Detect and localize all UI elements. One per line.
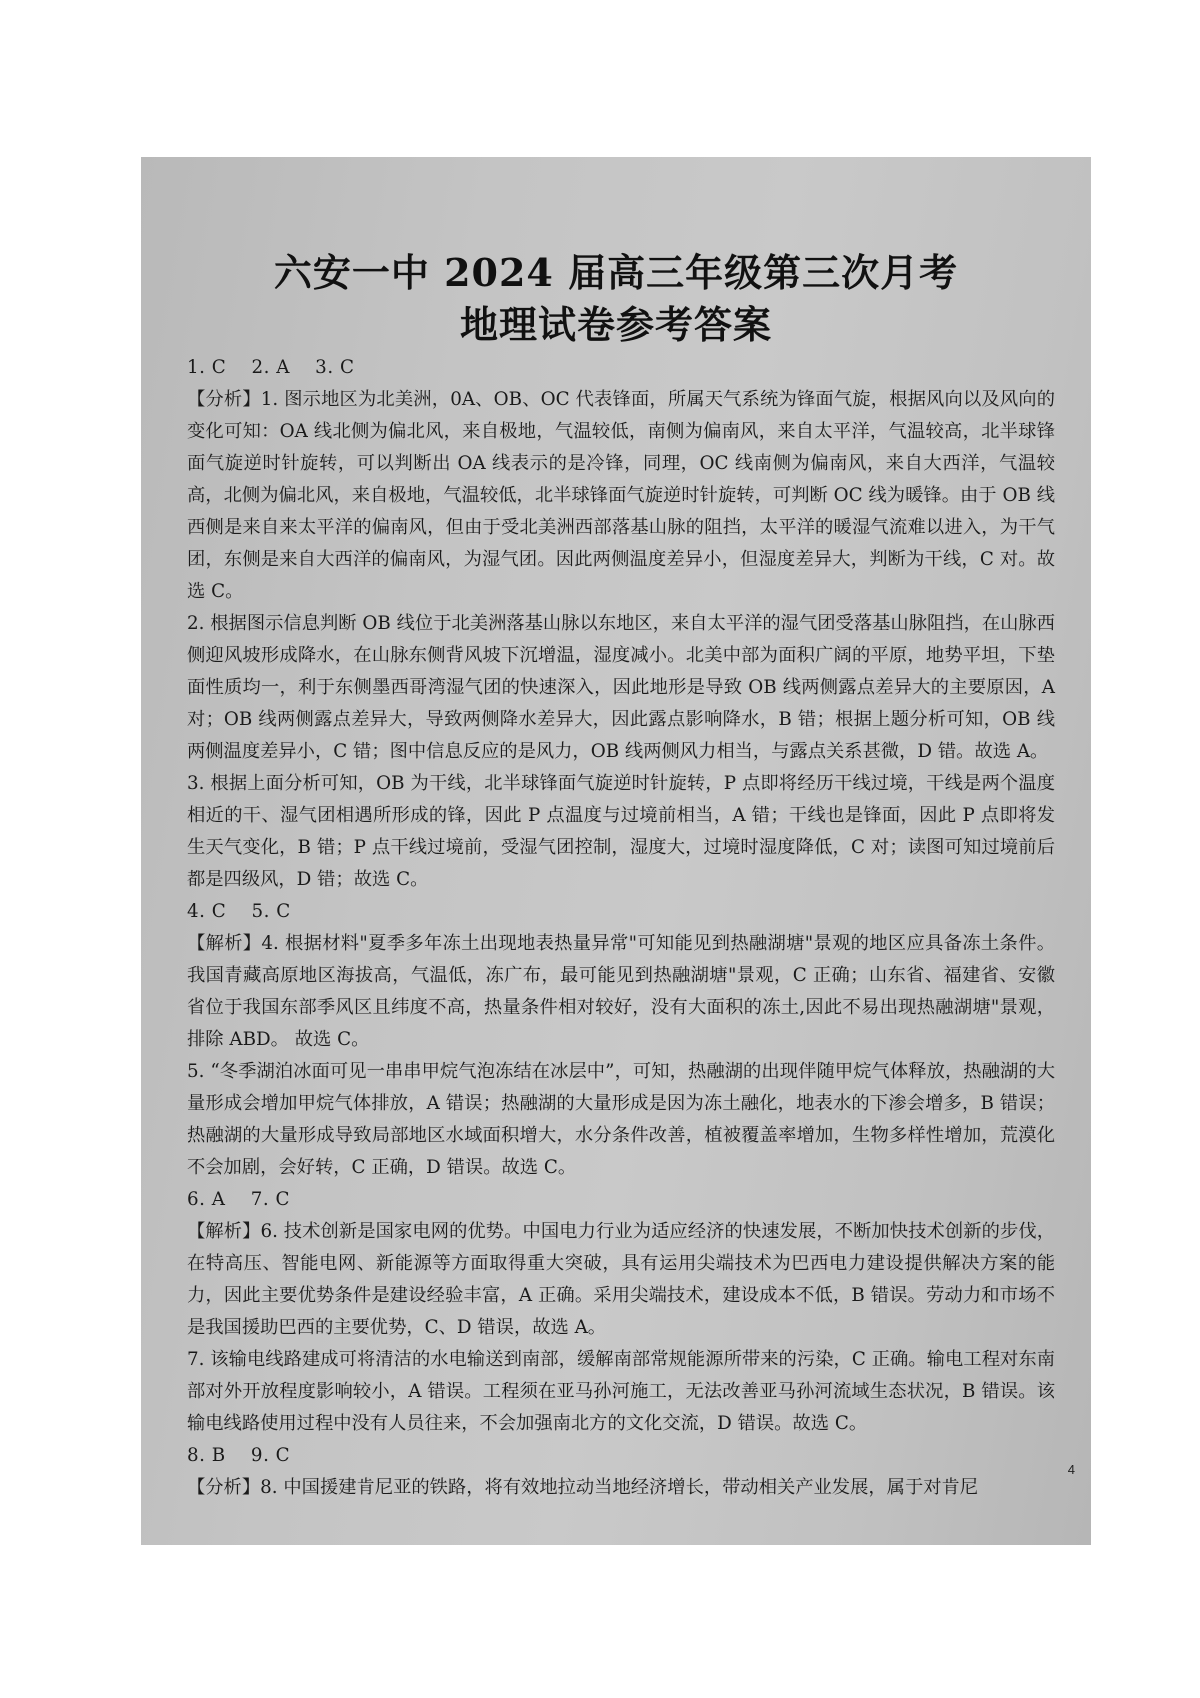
explanation-q2: 2. 根据图示信息判断 OB 线位于北美洲落基山脉以东地区，来自太平洋的湿气团受落基山脉阻挡，在山脉西侧迎风坡形成降水，在山脉东侧背风坡下沉增温，湿度减小。北美中部为面积广阔的平原，地势平坦，下垫面性质均一，利于东侧墨西哥湾湿气团的快速深入，因此地形是导致 OB 线两侧露点差异大的主要原因，A 对；OB 线两侧露点差异大，导致两侧降水差异大，因此露点影响降水，B 错；根据上题分析可知，OB 线两侧温度差异小，C 错；图中信息反应的是风力，OB 线两侧风力相当，与露点关系甚微，D 错。故选 A。 (187, 613, 1055, 762)
answer-key-6-7: 6. A 7. C (187, 1189, 290, 1210)
explanation-q3: 3. 根据上面分析可知，OB 为干线，北半球锋面气旋逆时针旋转，P 点即将经历干线过境，干线是两个温度相近的干、湿气团相遇所形成的锋，因此 P 点温度与过境前相当，A 错；干线也是锋面，因此 P 点即将发生天气变化，B 错；P 点干线过境前，受湿气团控制，湿度大，过境时湿度降低，C 对；读图可知过境前后都是四级风，D 错；故选 C。 (187, 773, 1055, 890)
answer-key-4-5: 4. C 5. C (187, 901, 291, 922)
explanation-q8: 【分析】8. 中国援建肯尼亚的铁路，将有效地拉动当地经济增长，带动相关产业发展，属于对肯尼 (187, 1477, 979, 1498)
answer-key-1-3: 1. C 2. A 3. C (187, 357, 355, 378)
page-number: 4 (1067, 1462, 1075, 1477)
explanation-q6: 【解析】6. 技术创新是国家电网的优势。中国电力行业为适应经济的快速发展，不断加快技术创新的步伐，在特高压、智能电网、新能源等方面取得重大突破，具有运用尖端技术为巴西电力建设提供解决方案的能力，因此主要优势条件是建设经验丰富，A 正确。采用尖端技术，建设成本不低，B 错误。劳动力和市场不是我国援助巴西的主要优势，C、D 错误，故选 A。 (187, 1221, 1055, 1338)
document-title: 六安一中 2024 届高三年级第三次月考 (273, 250, 959, 295)
explanation-q7: 7. 该输电线路建成可将清洁的水电输送到南部，缓解南部常规能源所带来的污染，C 正确。输电工程对东南部对外开放程度影响较小，A 错误。工程须在亚马孙河施工，无法改善亚马孙河流域生态状况，B 错误。该输电线路使用过程中没有人员往来，不会加强南北方的文化交流，D 错误。故选 C。 (187, 1349, 1055, 1434)
exam-paper (141, 157, 1091, 1545)
title-block (141, 247, 1091, 351)
explanation-q1: 【分析】1. 图示地区为北美洲，0A、OB、OC 代表锋面，所属天气系统为锋面气旋，根据风向以及风向的变化可知：OA 线北侧为偏北风，来自极地，气温较低，南侧为偏南风，来自太平洋，气温较高，北半球锋面气旋逆时针旋转，可以判断出 OA 线表示的是冷锋，同理，OC 线南侧为偏南风，来自大西洋，气温较高，北侧为偏北风，来自极地，气温较低，北半球锋面气旋逆时针旋转，可判断 OC 线为暖锋。由于 OB 线西侧是来自来太平洋的偏南风，但由于受北美洲西部落基山脉的阻挡，太平洋的暖湿气流难以进入，为干气团，东侧是来自大西洋的偏南风，为湿气团。因此两侧温度差异小，但湿度差异大，判断为干线，C 对。故选 C。 (187, 389, 1055, 602)
explanation-q5: 5. “冬季湖泊冰面可见一串串甲烷气泡冻结在冰层中”，可知，热融湖的出现伴随甲烷气体释放，热融湖的大量形成会增加甲烷气体排放，A 错误；热融湖的大量形成是因为冻土融化，地表水的下渗会增多，B 错误；热融湖的大量形成导致局部地区水域面积增大，水分条件改善，植被覆盖率增加，生物多样性增加，荒漠化不会加剧，会好转，C 正确，D 错误。故选 C。 (187, 1061, 1055, 1178)
explanation-q4: 【解析】4. 根据材料"夏季多年冻土出现地表热量异常"可知能见到热融湖塘"景观的地区应具备冻土条件。我国青藏高原地区海拔高，气温低，冻广布，最可能见到热融湖塘"景观，C 正确；山东省、福建省、安徽省位于我国东部季风区且纬度不高，热量条件相对较好，没有大面积的冻土,因此不易出现热融湖塘"景观，排除 ABD。 故选 C。 (187, 933, 1055, 1050)
answer-key-8-9: 8. B 9. C (187, 1445, 291, 1466)
answer-content (187, 352, 1055, 1504)
document-subtitle: 地理试卷参考答案 (459, 302, 772, 347)
